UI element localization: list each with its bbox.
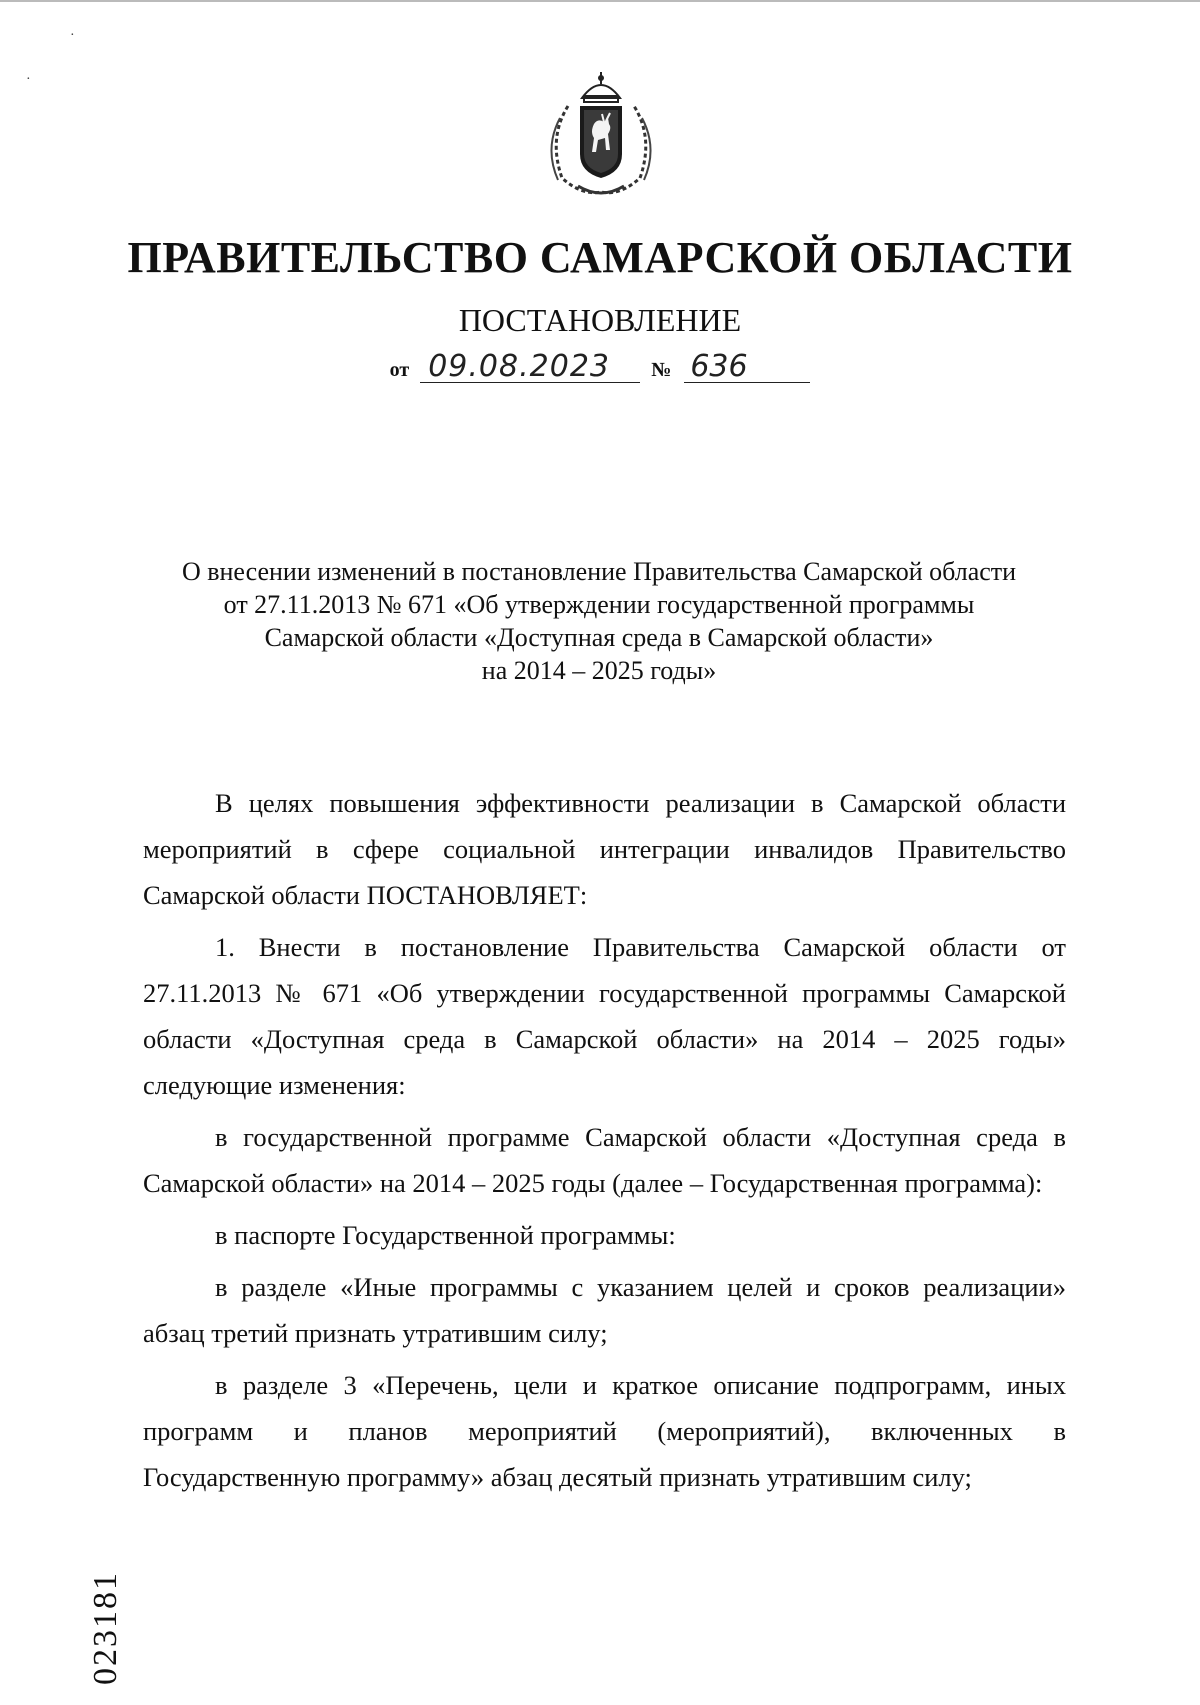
date-number-line — [0, 349, 1200, 384]
subject-line: Самарской области «Доступная среда в Самарской области» — [264, 623, 934, 652]
serial-number-text: 023181 — [87, 1571, 124, 1685]
subject-line: от 27.11.2013 № 671 «Об утверждении государственной программы — [223, 590, 975, 619]
body-paragraph: в паспорте Государственной программы: — [215, 1220, 676, 1250]
subject-line: О внесении изменений в постановление Правительства Самарской области — [181, 557, 1017, 586]
document-body — [143, 780, 1066, 1506]
body-paragraph: в государственной программе Самарской области «Доступная среда в Самарской области» на 2014 – 2025 годы (далее – Государственная программа): — [143, 1122, 1066, 1198]
document-subject — [120, 555, 1078, 687]
subject-line: на 2014 – 2025 годы» — [481, 656, 717, 685]
body-paragraph: 1. Внести в постановление Правительства Самарской области от 27.11.2013 № 671 «Об утверждении государственной программы Самарской области «Доступная среда в Самарской области» на 2014 – 2025 годы» следующие изменения: — [143, 932, 1066, 1100]
body-paragraph: в разделе «Иные программы с указанием целей и сроков реализации» абзац третий признать утратившим силу; — [143, 1272, 1066, 1348]
scan-top-edge — [0, 0, 1200, 2]
margin-serial-number — [84, 1548, 124, 1688]
scan-speck: · — [26, 72, 31, 87]
government-title: ПРАВИТЕЛЬСТВО САМАРСКОЙ ОБЛАСТИ — [127, 233, 1073, 282]
body-paragraph: В целях повышения эффективности реализации в Самарской области мероприятий в сфере социальной интеграции инвалидов Правительство Самарской области ПОСТАНОВЛЯЕТ: — [143, 788, 1066, 910]
number-prefix: № — [651, 359, 672, 381]
body-paragraph: в разделе 3 «Перечень, цели и краткое описание подпрограмм, иных программ и планов мероприятий (мероприятий), включенных в Государственную программу» абзац десятый признать утратившим силу; — [143, 1370, 1066, 1492]
document-type: ПОСТАНОВЛЕНИЕ — [458, 302, 742, 338]
handwritten-number: 636 — [684, 352, 810, 383]
handwritten-date: 09.08.2023 — [420, 352, 640, 383]
scan-speck: · — [70, 28, 75, 43]
coat-of-arms-icon — [538, 68, 664, 200]
date-prefix: от — [389, 359, 410, 381]
